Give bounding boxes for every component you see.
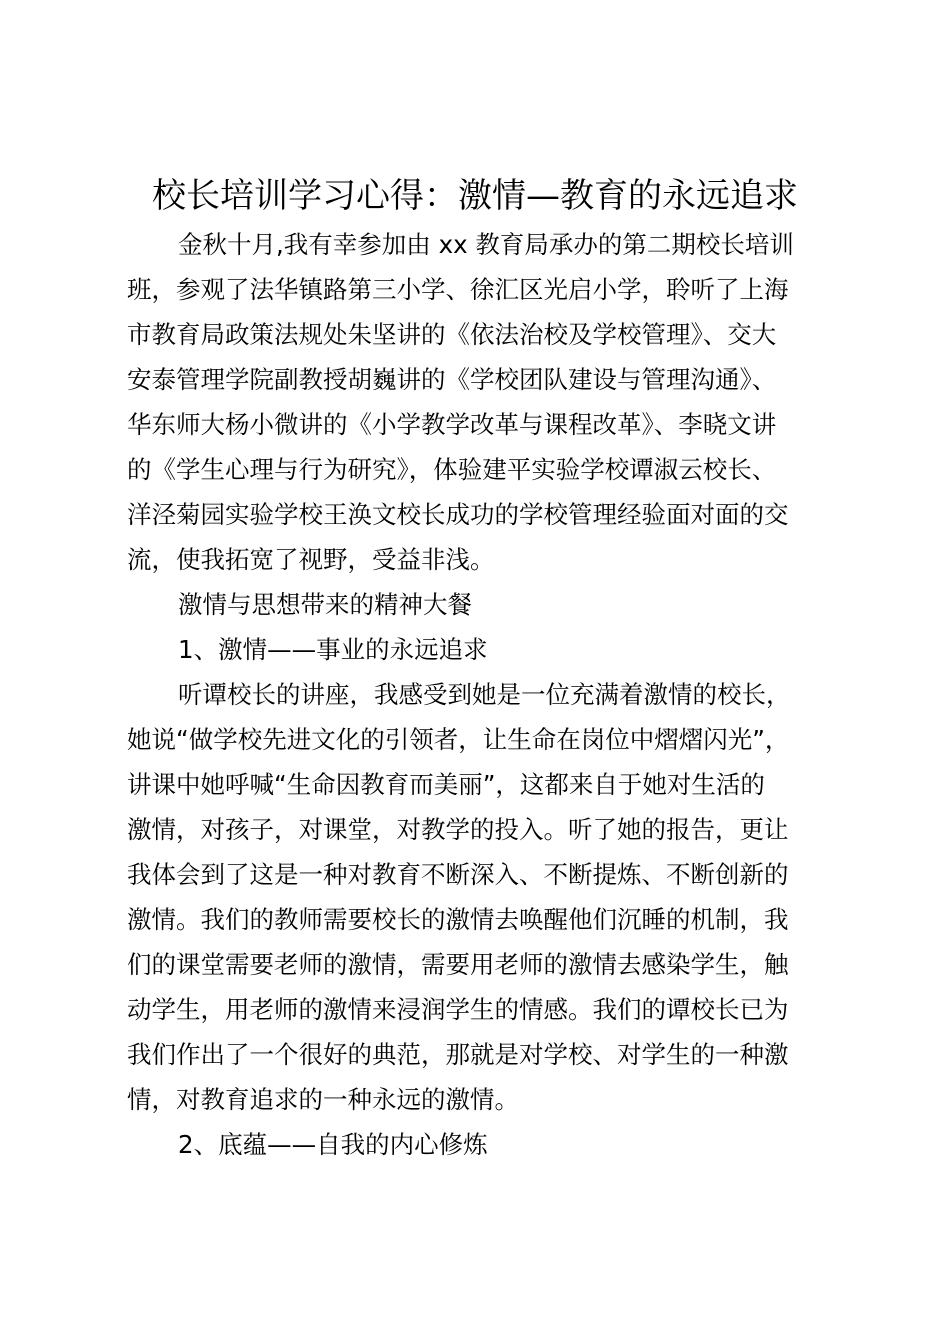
paragraph-line: 激情，对孩子，对课堂，对教学的投入。听了她的报告，更让 — [127, 815, 789, 844]
document-title: 校长培训学习心得：激情—教育的永远追求 — [152, 176, 798, 216]
paragraph-line: 洋泾菊园实验学校王涣文校长成功的学校管理经验面对面的交 — [127, 500, 789, 529]
paragraph-line: 动学生，用老师的激情来浸润学生的情感。我们的谭校长已为 — [127, 995, 789, 1024]
paragraph-line: 她说“做学校先进文化的引领者，让生命在岗位中熠熠闪光”， — [127, 725, 790, 754]
document-body — [127, 222, 847, 1167]
section-heading: 激情与思想带来的精神大餐 — [178, 590, 472, 619]
paragraph-line: 市教育局政策法规处朱坚讲的《依法治校及学校管理》、交大 — [127, 320, 777, 349]
paragraph-line: 激情。我们的教师需要校长的激情去唤醒他们沉睡的机制，我 — [127, 905, 789, 934]
paragraph-line: 讲课中她呼喊“生命因教育而美丽”，这都来自于她对生活的 — [127, 770, 765, 799]
paragraph-line: 的《学生心理与行为研究》，体验建平实验学校谭淑云校长、 — [127, 455, 777, 484]
paragraph-line: 情，对教育追求的一种永远的激情。 — [127, 1085, 519, 1114]
paragraph-line: 听谭校长的讲座，我感受到她是一位充满着激情的校长， — [178, 680, 791, 709]
paragraph-line: 华东师大杨小微讲的《小学教学改革与课程改革》、李晓文讲 — [127, 410, 777, 439]
subsection-heading: 2、底蕴——自我的内心修炼 — [178, 1130, 488, 1159]
paragraph-line: 班，参观了法华镇路第三小学、徐汇区光启小学，聆听了上海 — [127, 275, 789, 304]
paragraph-line: 们的课堂需要老师的激情，需要用老师的激情去感染学生，触 — [127, 950, 789, 979]
paragraph-line: 金秋十月,我有幸参加由 xx 教育局承办的第二期校长培训 — [178, 230, 794, 259]
paragraph-line: 我们作出了一个很好的典范，那就是对学校、对学生的一种激 — [127, 1040, 789, 1069]
paragraph-line: 我体会到了这是一种对教育不断深入、不断提炼、不断创新的 — [127, 860, 789, 889]
paragraph-line: 安泰管理学院副教授胡巍讲的《学校团队建设与管理沟通》、 — [127, 365, 777, 394]
paragraph-line: 流，使我拓宽了视野，受益非浅。 — [127, 545, 495, 574]
subsection-heading: 1、激情——事业的永远追求 — [178, 635, 488, 664]
